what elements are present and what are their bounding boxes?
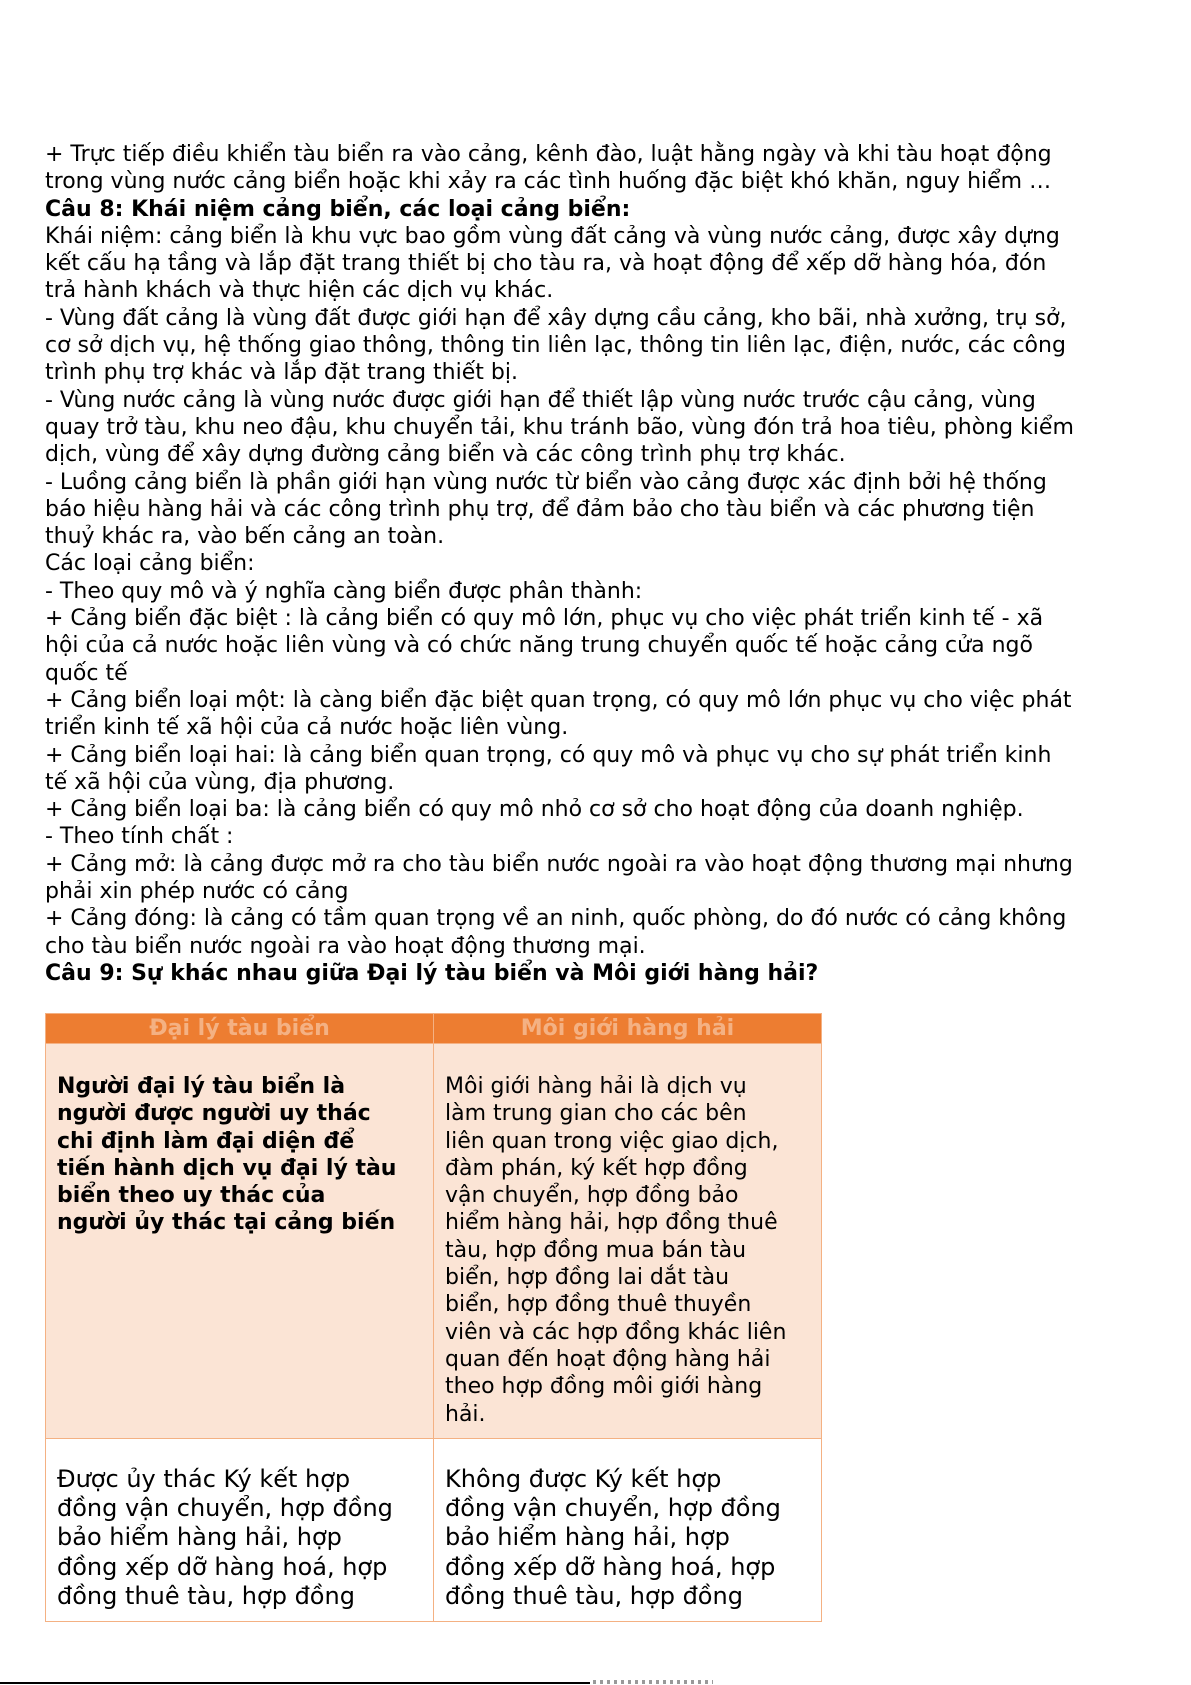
cell-text-line: vận chuyển, hợp đồng bảo — [445, 1183, 739, 1209]
document-body — [45, 141, 1155, 987]
cell-text-line: Được ủy thác Ký kết hợp — [57, 1464, 351, 1493]
paragraph-line: + Cảng biển loại ba: là cảng biển có quy mô nhỏ cơ sở cho hoạt động của doanh nghiệp. — [45, 797, 1024, 823]
cell-text-line: biển, hợp đồng thuê thuyền — [445, 1292, 752, 1318]
paragraph-line: quay trở tàu, khu neo đậu, khu chuyển tải, khu tránh bão, vùng đón trả hoa tiêu, phòng kiểm — [45, 414, 1074, 440]
paragraph-line: cho tàu biển nước ngoài ra vào hoạt động thương mại. — [45, 933, 646, 959]
cell-text-line: bảo hiểm hàng hải, hợp — [445, 1523, 730, 1552]
cell-text-line: bảo hiểm hàng hải, hợp — [57, 1523, 342, 1552]
paragraph-line: báo hiệu hàng hải và các công trình phụ trợ, để đảm bảo cho tàu biển và các phương tiện — [45, 496, 1035, 522]
cell-definition-broker — [434, 1044, 822, 1439]
paragraph-line: trong vùng nước cảng biển hoặc khi xảy ra các tình huống đặc biệt khó khăn, nguy hiểm … — [45, 169, 1052, 195]
section-heading: Câu 9: Sự khác nhau giữa Đại lý tàu biển và Môi giới hàng hải? — [45, 960, 819, 986]
table-row — [46, 1438, 822, 1621]
paragraph-line: - Theo quy mô và ý nghĩa càng biển được phân thành: — [45, 578, 643, 604]
cell-text-line: làm trung gian cho các bên — [445, 1101, 747, 1127]
cell-text-line: đồng vận chuyển, hợp đồng — [57, 1494, 393, 1523]
paragraph-line: + Cảng đóng: là cảng có tầm quan trọng về an ninh, quốc phòng, do đó nước có cảng không — [45, 906, 1067, 932]
cell-authority-broker — [434, 1438, 822, 1621]
header-maritime-broker: Môi giới hàng hải — [434, 1014, 822, 1044]
cell-text-line: đồng xếp dỡ hàng hoá, hợp — [445, 1552, 776, 1581]
cell-text-line: đồng thuê tàu, hợp đồng — [57, 1582, 355, 1611]
paragraph-line: - Luồng cảng biển là phần giới hạn vùng nước từ biển vào cảng được xác định bởi hệ thống — [45, 469, 1047, 495]
cell-text-line: tiến hành dịch vụ đại lý tàu — [57, 1155, 397, 1181]
cell-text-line: đồng thuê tàu, hợp đồng — [445, 1582, 743, 1611]
paragraph-line: phải xin phép nước có cảng — [45, 879, 349, 905]
cell-text-line: Môi giới hàng hải là dịch vụ — [445, 1074, 747, 1099]
paragraph-line: cơ sở dịch vụ, hệ thống giao thông, thông tin liên lạc, thông tin liên lạc, điện, nước, các công — [45, 333, 1066, 359]
cell-text-line: đồng xếp dỡ hàng hoá, hợp — [57, 1552, 388, 1581]
paragraph-line: + Cảng mở: là cảng được mở ra cho tàu biển nước ngoài ra vào hoạt động thương mại nhưng — [45, 851, 1073, 877]
page-footer-mark — [593, 1680, 713, 1684]
cell-text-line: tàu, hợp đồng mua bán tàu — [445, 1237, 747, 1263]
paragraph-line: + Trực tiếp điều khiển tàu biển ra vào cảng, kênh đào, luật hằng ngày và khi tàu hoạt động — [45, 142, 1052, 167]
header-ship-agent: Đại lý tàu biển — [46, 1014, 434, 1044]
paragraph-line: quốc tế — [45, 660, 128, 686]
section-heading: Câu 8: Khái niệm cảng biển, các loại cảng biển: — [45, 196, 631, 222]
cell-text-line: quan đến hoạt động hàng hải — [445, 1346, 771, 1372]
cell-text-line: hải. — [445, 1401, 486, 1427]
paragraph-line: trình phụ trợ khác và lắp đặt trang thiết bị. — [45, 360, 518, 386]
paragraph-line: thuỷ khác ra, vào bến cảng an toàn. — [45, 524, 445, 550]
cell-text-line: người ủy thác tại cảng biến — [57, 1210, 396, 1236]
table-row — [46, 1044, 822, 1439]
cell-authority-agent — [46, 1438, 434, 1621]
paragraph-line: kết cấu hạ tầng và lắp đặt trang thiết bị cho tàu ra, và hoạt động để xếp dỡ hàng hóa, đón — [45, 251, 1047, 277]
paragraph-line: + Cảng biển loại hai: là cảng biển quan trọng, có quy mô và phục vụ cho sự phát triển kinh — [45, 742, 1052, 768]
paragraph-line: - Vùng đất cảng là vùng đất được giới hạn để xây dựng cầu cảng, kho bãi, nhà xưởng, trụ sở, — [45, 305, 1067, 331]
cell-text-line: liên quan trong việc giao dịch, — [445, 1128, 779, 1154]
cell-text-line: người được người uy thác — [57, 1101, 371, 1127]
paragraph-line: + Cảng biển đặc biệt : là cảng biển có quy mô lớn, phục vụ cho việc phát triển kinh tế - xã — [45, 606, 1044, 632]
table-header-row — [46, 1014, 822, 1044]
paragraph-line: trả hành khách và thực hiện các dịch vụ khác. — [45, 278, 554, 304]
cell-text-line: biển, hợp đồng lai dắt tàu — [445, 1265, 730, 1291]
cell-text-line: hiểm hàng hải, hợp đồng thuê — [445, 1210, 778, 1236]
paragraph-line: Khái niệm: cảng biển là khu vực bao gồm vùng đất cảng và vùng nước cảng, được xây dựng — [45, 223, 1060, 249]
cell-text-line: biển theo uy thác của — [57, 1183, 326, 1209]
cell-definition-agent — [46, 1044, 434, 1439]
comparison-table — [45, 1013, 822, 1622]
page-footer-rule — [0, 1682, 590, 1684]
cell-text-line: Không được Ký kết hợp — [445, 1464, 722, 1493]
paragraph-line: + Cảng biển loại một: là càng biển đặc biệt quan trọng, có quy mô lớn phục vụ cho việc phát — [45, 687, 1072, 713]
cell-text-line: đàm phán, ký kết hợp đồng — [445, 1155, 748, 1181]
paragraph-line: - Theo tính chất : — [45, 824, 234, 850]
cell-text-line: Người đại lý tàu biển là — [57, 1074, 346, 1099]
paragraph-line: Các loại cảng biển: — [45, 551, 255, 577]
paragraph-line: - Vùng nước cảng là vùng nước được giới hạn để thiết lập vùng nước trước cậu cảng, vùng — [45, 387, 1036, 413]
paragraph-line: hội của cả nước hoặc liên vùng và có chức năng trung chuyển quốc tế hoặc cảng cửa ngõ — [45, 633, 1033, 659]
paragraph-line: tế xã hội của vùng, địa phương. — [45, 769, 395, 795]
paragraph-line: triển kinh tế xã hội của cả nước hoặc liên vùng. — [45, 715, 569, 741]
cell-text-line: chi định làm đại diện để — [57, 1128, 355, 1154]
cell-text-line: viên và các hợp đồng khác liên — [445, 1319, 787, 1345]
cell-text-line: theo hợp đồng môi giới hàng — [445, 1374, 763, 1400]
paragraph-line: dịch, vùng để xây dựng đường cảng biển và các công trình phụ trợ khác. — [45, 442, 846, 468]
cell-text-line: đồng vận chuyển, hợp đồng — [445, 1494, 781, 1523]
